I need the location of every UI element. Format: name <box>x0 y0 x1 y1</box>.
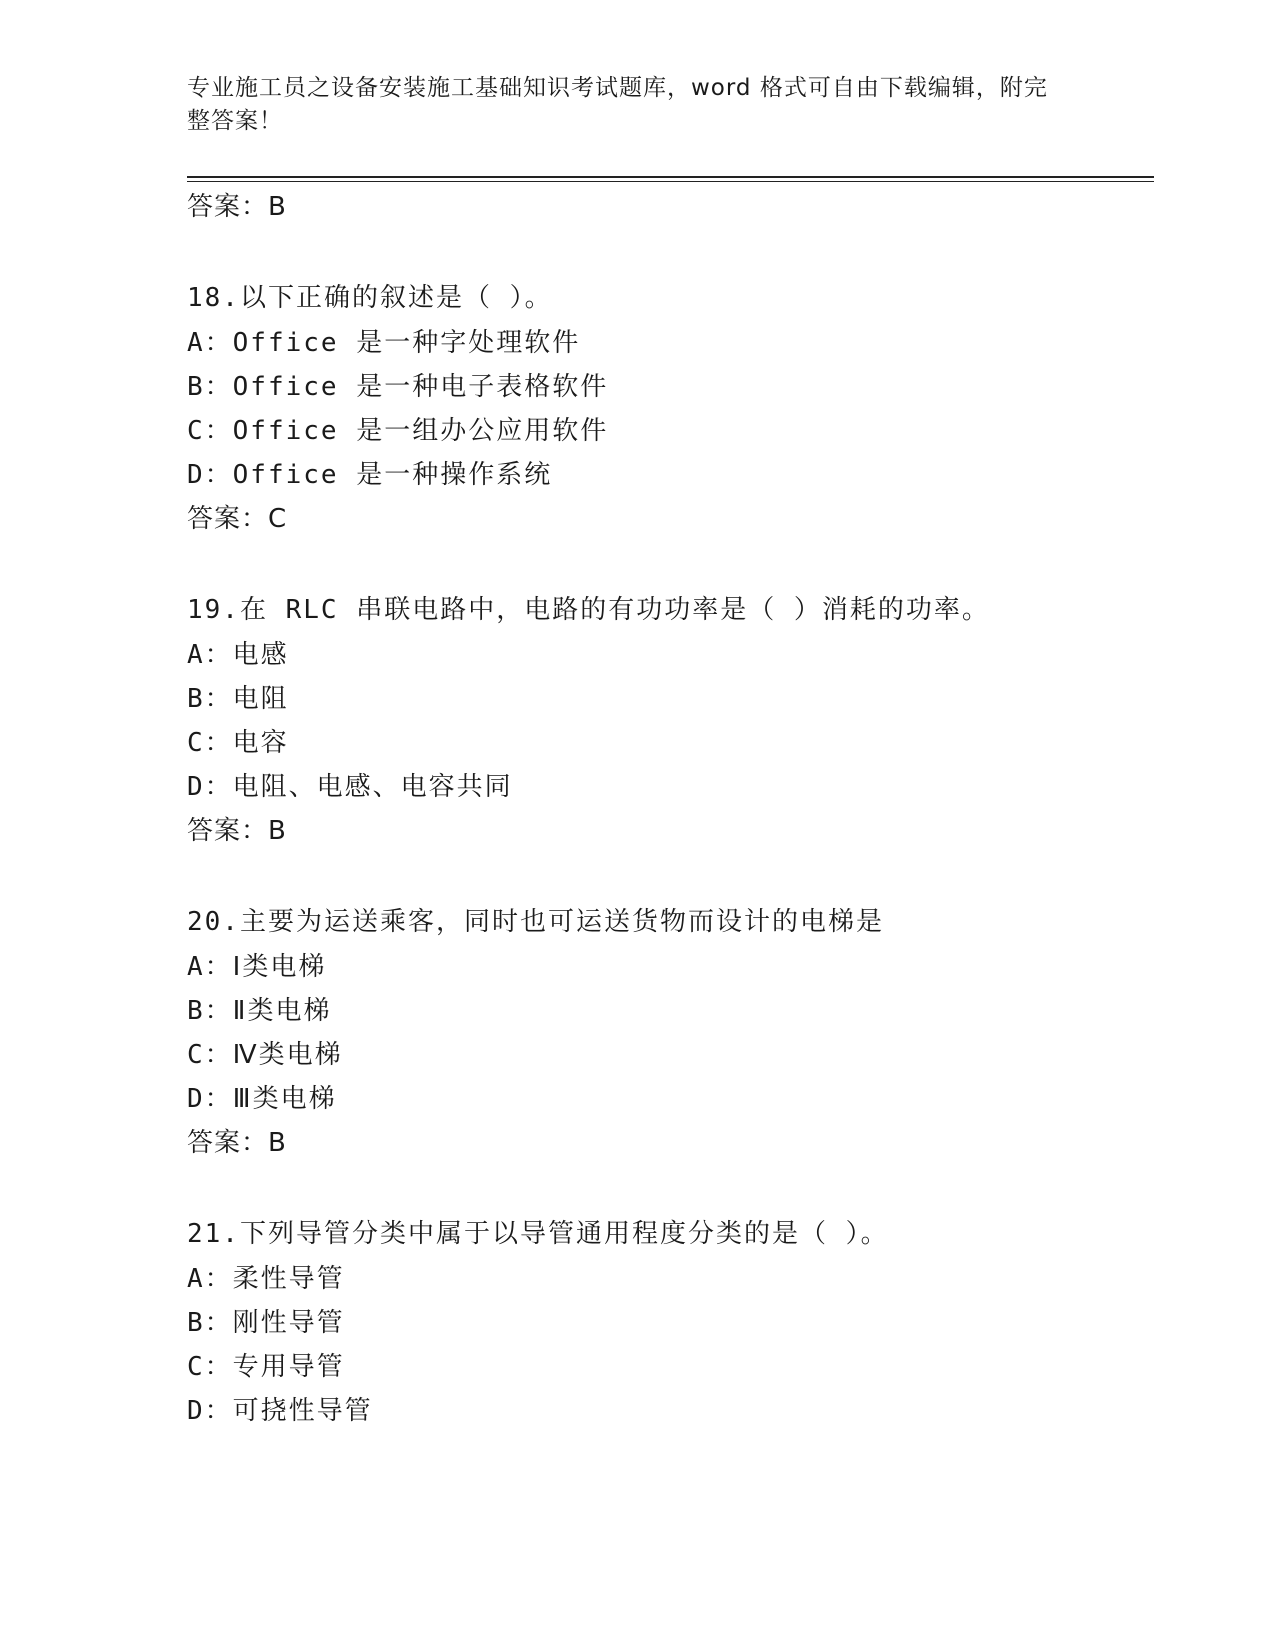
answer-line: 答案：B <box>187 816 287 846</box>
question-stem: 20.主要为运送乘客，同时也可运送货物而设计的电梯是 <box>187 907 884 937</box>
header-divider-thin <box>187 181 1154 182</box>
question-stem: 19.在 RLC 串联电路中，电路的有功功率是（ ）消耗的功率。 <box>187 595 990 625</box>
option-a: A：电感 <box>187 640 289 670</box>
document-header: 专业施工员之设备安装施工基础知识考试题库，word 格式可自由下载编辑，附完整答案！ <box>187 75 1048 134</box>
answer-line: 答案：B <box>187 1128 287 1158</box>
option-d: D：Ⅲ类电梯 <box>187 1084 337 1114</box>
option-a: A：Office 是一种字处理软件 <box>187 328 581 358</box>
option-a: A：Ⅰ类电梯 <box>187 952 327 982</box>
option-c: C：电容 <box>187 728 289 758</box>
option-d: D：Office 是一种操作系统 <box>187 460 553 490</box>
option-c: C：Ⅳ类电梯 <box>187 1040 343 1070</box>
option-c: C：专用导管 <box>187 1352 345 1382</box>
option-a: A：柔性导管 <box>187 1264 345 1294</box>
question-stem: 18.以下正确的叙述是（ ）。 <box>187 283 553 313</box>
answer-line: 答案：B <box>187 192 287 222</box>
option-b: B：Office 是一种电子表格软件 <box>187 372 609 402</box>
header-divider <box>187 176 1154 178</box>
question-stem: 21.下列导管分类中属于以导管通用程度分类的是（ ）。 <box>187 1219 889 1249</box>
option-b: B：刚性导管 <box>187 1308 345 1338</box>
option-d: D：可挠性导管 <box>187 1396 373 1426</box>
option-c: C：Office 是一组办公应用软件 <box>187 416 609 446</box>
option-d: D：电阻、电感、电容共同 <box>187 772 513 802</box>
option-b: B：电阻 <box>187 684 289 714</box>
answer-line: 答案：C <box>187 504 288 534</box>
option-b: B：Ⅱ类电梯 <box>187 996 332 1026</box>
